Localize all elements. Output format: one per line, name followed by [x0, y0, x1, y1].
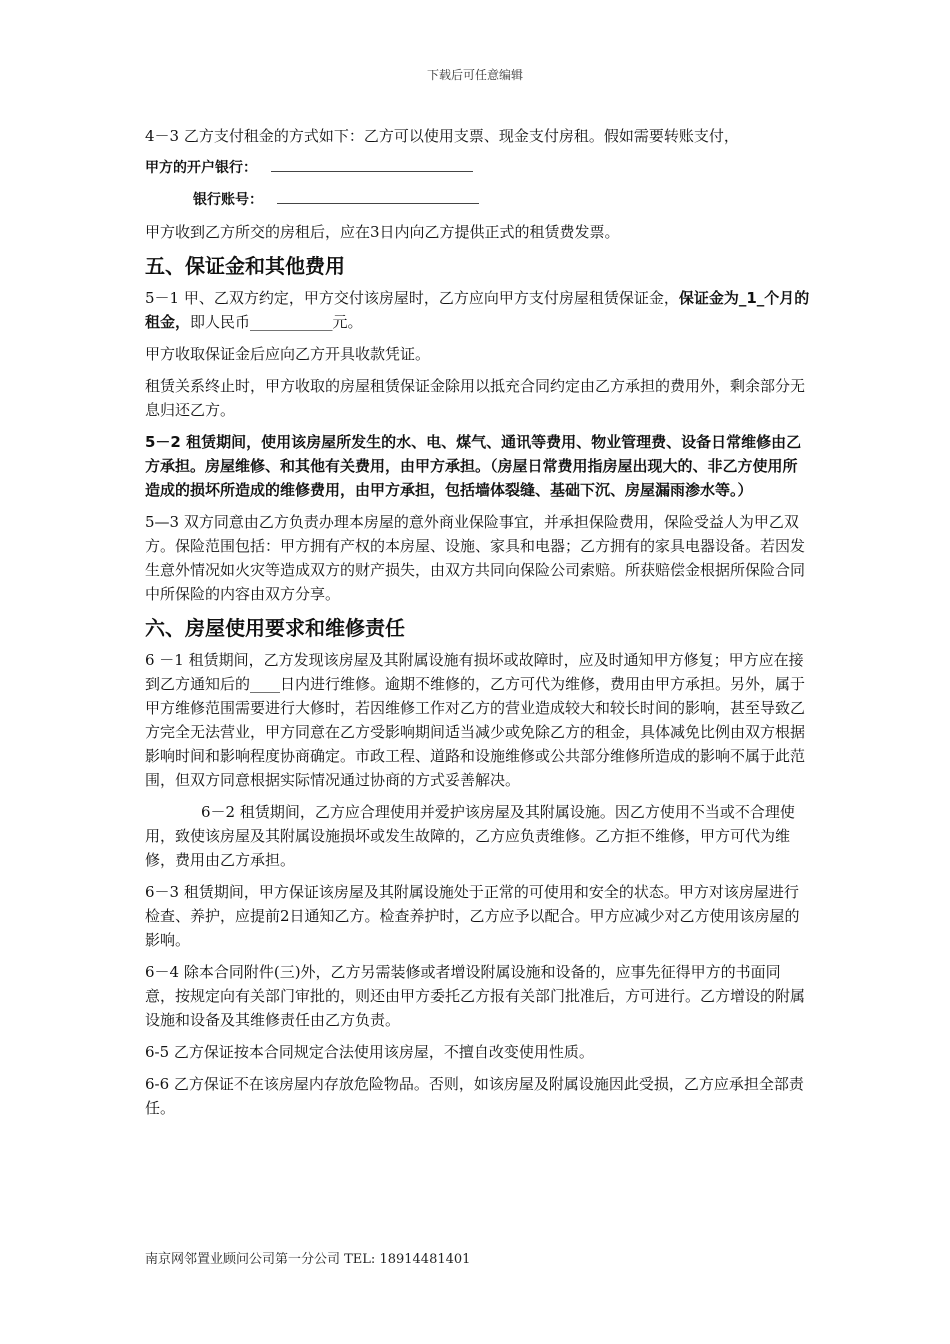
account-field: [145, 188, 810, 212]
clause-5-3: 5—3 双方同意由乙方负责办理本房屋的意外商业保险事宜，并承担保险费用，保险受益人为甲乙双方。保险范围包括：甲方拥有产权的本房屋、设施、家具和电器；乙方拥有的家具电器设备。若因发生意外情况如火灾等造成双方的财产损失，由双方共同向保险公司索赔。所获赔偿金根据所保险合同中所保险的内容由双方分享。: [145, 513, 806, 603]
clause-5-1: [145, 286, 810, 334]
clause-6-3: 6－3 租赁期间，甲方保证该房屋及其附属设施处于正常的可使用和安全的状态。甲方对该房屋进行检查、养护，应提前2日通知乙方。检查养护时，乙方应予以配合。甲方应减少对乙方使用该房屋的影响。: [145, 883, 800, 949]
account-label: 银行账号：: [193, 192, 263, 208]
bank-field: [145, 156, 810, 180]
page-header: 下载后可任意编辑: [426, 68, 523, 82]
clause-6-2: 6－2 租赁期间，乙方应合理使用并爱护该房屋及其附属设施。因乙方使用不当或不合理使用，致使该房屋及其附属设施损坏或发生故障的，乙方应负责维修。乙方拒不维修，甲方可代为维修，费用由乙方承担。: [145, 803, 795, 869]
clause-6-1: 6 －1 租赁期间，乙方发现该房屋及其附属设施有损坏或故障时，应及时通知甲方修复；甲方应在接到乙方通知后的____日内进行维修。逾期不维修的，乙方可代为维修，费用由甲方承担。另外，属于甲方维修范围需要进行大修时，若因维修工作对乙方的营业造成较大和较长时间的影响，甚至导致乙方完全无法营业，甲方同意在乙方受影响期间适当减少或免除乙方的租金，具体减免比例由双方根据影响时间和影响程度协商确定。市政工程、道路和设施维修或公共部分维修所造成的影响不属于此范围，但双方同意根据实际情况通过协商的方式妥善解决。: [145, 651, 806, 789]
page-footer: 南京网邻置业顾问公司第一分公司 TEL: 18914481401: [145, 1252, 471, 1267]
deposit-return: 租赁关系终止时，甲方收取的房屋租赁保证金除用以抵充合同约定由乙方承担的费用外，剩余部分无息归还乙方。: [145, 377, 806, 419]
clause-6-5: 6-5 乙方保证按本合同规定合法使用该房屋，不擅自改变使用性质。: [145, 1043, 594, 1061]
bank-label: 甲方的开户银行：: [145, 160, 257, 176]
bank-blank: [271, 157, 473, 172]
section-5-heading: 五、保证金和其他费用: [145, 254, 345, 278]
deposit-receipt: 甲方收取保证金后应向乙方开具收款凭证。: [145, 345, 431, 363]
clause-5-2: 5－2 租赁期间，使用该房屋所发生的水、电、煤气、通讯等费用、物业管理费、设备日常维修由乙方承担。房屋维修、和其他有关费用，由甲方承担。（房屋日常费用指房屋出现大的、非乙方使用所造成的损坏所造成的维修费用，由甲方承担，包括墙体裂缝、基础下沉、房屋漏雨渗水等。）: [145, 433, 802, 499]
document-body: [145, 124, 810, 1128]
deposit-months: 保证金为_1_个月的租金，: [145, 289, 810, 331]
account-blank: [277, 189, 479, 204]
clause-6-6: 6-6 乙方保证不在该房屋内存放危险物品。否则，如该房屋及附属设施因此受损，乙方应承担全部责任。: [145, 1075, 804, 1117]
clause-6-4: 6－4 除本合同附件(三)外，乙方另需装修或者增设附属设施和设备的，应事先征得甲方的书面同意，按规定向有关部门审批的，则还由甲方委托乙方报有关部门批准后，方可进行。乙方增设的附属设施和设备及其维修责任由乙方负责。: [145, 963, 806, 1029]
deposit-amount: 即人民币___________元。: [190, 313, 363, 331]
section-6-heading: 六、房屋使用要求和维修责任: [145, 616, 405, 640]
invoice-paragraph: 甲方收到乙方所交的房租后，应在3日内向乙方提供正式的租赁费发票。: [145, 223, 620, 241]
clause-4-3: 4－3 乙方支付租金的方式如下：乙方可以使用支票、现金支付房租。假如需要转账支付，: [145, 127, 739, 145]
clause-5-1-text: 5－1 甲、乙双方约定，甲方交付该房屋时，乙方应向甲方支付房屋租赁保证金，: [145, 289, 679, 307]
